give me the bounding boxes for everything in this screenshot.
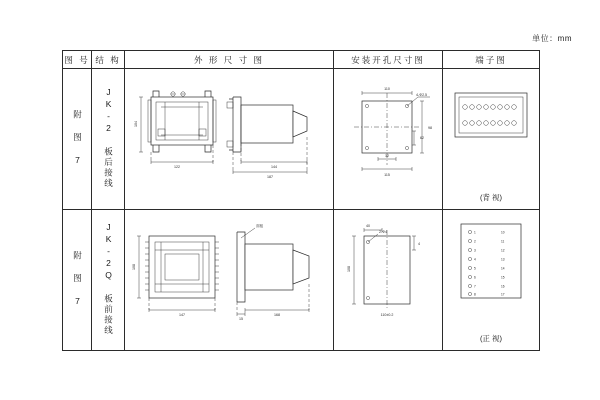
terminal-right-3: 12 — [500, 248, 505, 253]
hole-drawing-jk2q — [334, 210, 442, 350]
cell-outline-drawing — [124, 69, 333, 210]
cell-structure — [92, 69, 125, 210]
terminal-left-2: 2 — [473, 239, 476, 244]
terminal-left-5: 5 — [473, 266, 476, 271]
dim-108-left: 108 — [131, 264, 136, 270]
dim-4: 4 — [417, 242, 420, 246]
cell-terminal-drawing — [442, 210, 539, 351]
dim-62: 62 — [419, 136, 424, 140]
cell-hole-drawing — [333, 69, 442, 210]
terminal-left-1: 1 — [473, 230, 476, 235]
cell-fig-no — [63, 210, 92, 351]
unit-note: 单位：mm — [532, 34, 572, 43]
terminal-right-8: 17 — [500, 292, 505, 297]
cell-outline-drawing — [124, 210, 333, 351]
terminal-view-caption: (正 视) — [479, 334, 503, 343]
dim-98: 98 — [427, 126, 432, 130]
terminal-right-5: 14 — [500, 266, 505, 271]
header-hole: 安装开孔尺寸图 — [333, 51, 442, 69]
terminal-right-6: 15 — [500, 275, 505, 280]
outline-drawing-jk2 — [125, 69, 333, 209]
dim-2-phi4: 2-Φ4 — [378, 230, 388, 234]
structure-label: JK-2 板后接线 — [103, 87, 114, 189]
terminal-drawing-jk2 — [443, 69, 539, 189]
dim-40: 40 — [365, 224, 370, 228]
fig-no-label: 附 图 7 — [72, 109, 83, 167]
hole-drawing-jk2 — [334, 69, 442, 209]
cell-structure — [92, 210, 125, 351]
label-panel: 面板 — [255, 224, 264, 228]
dim-12: 12 — [384, 154, 389, 158]
table-row — [63, 210, 540, 351]
terminal-right-4: 13 — [500, 257, 505, 262]
dim-104: 104 — [133, 121, 138, 127]
dim-115: 115 — [384, 173, 390, 177]
dim-144: 144 — [270, 165, 277, 169]
header-terminal: 端子图 — [442, 51, 539, 69]
outline-drawing-jk2q — [125, 210, 333, 350]
terminal-left-8: 8 — [473, 292, 476, 297]
terminal-left-6: 6 — [473, 275, 476, 280]
cell-fig-no — [63, 69, 92, 210]
table-row — [63, 69, 540, 210]
table-header-row — [63, 51, 540, 69]
dim-110-tol: 110±0.2 — [380, 313, 394, 317]
dim-168: 168 — [273, 313, 280, 317]
terminal-left-3: 3 — [473, 248, 476, 253]
header-structure: 结 构 — [92, 51, 125, 69]
cell-terminal-drawing — [442, 69, 539, 210]
dim-122: 122 — [173, 165, 180, 169]
terminal-drawing-jk2q — [443, 210, 539, 330]
terminal-left-7: 7 — [473, 284, 476, 289]
fig-no-label: 附 图 7 — [72, 250, 83, 308]
header-fig-no: 图 号 — [63, 51, 92, 69]
dim-187: 187 — [266, 175, 273, 179]
terminal-right-2: 11 — [500, 239, 505, 244]
cell-hole-drawing — [333, 210, 442, 351]
dim-4-phi25: 4-Φ2.5 — [415, 93, 428, 97]
dim-110: 110 — [384, 87, 390, 91]
dim-15: 15 — [238, 317, 243, 321]
structure-label: JK-2Q 板前接线 — [103, 222, 114, 336]
dim-108: 108 — [346, 266, 351, 272]
terminal-view-caption: (背 视) — [479, 193, 503, 202]
header-outline: 外 形 尺 寸 图 — [124, 51, 333, 69]
dim-147: 147 — [178, 313, 185, 317]
terminal-right-7: 16 — [500, 284, 505, 289]
terminal-left-4: 4 — [473, 257, 476, 262]
terminal-right-1: 10 — [500, 230, 505, 235]
spec-table — [62, 50, 540, 351]
